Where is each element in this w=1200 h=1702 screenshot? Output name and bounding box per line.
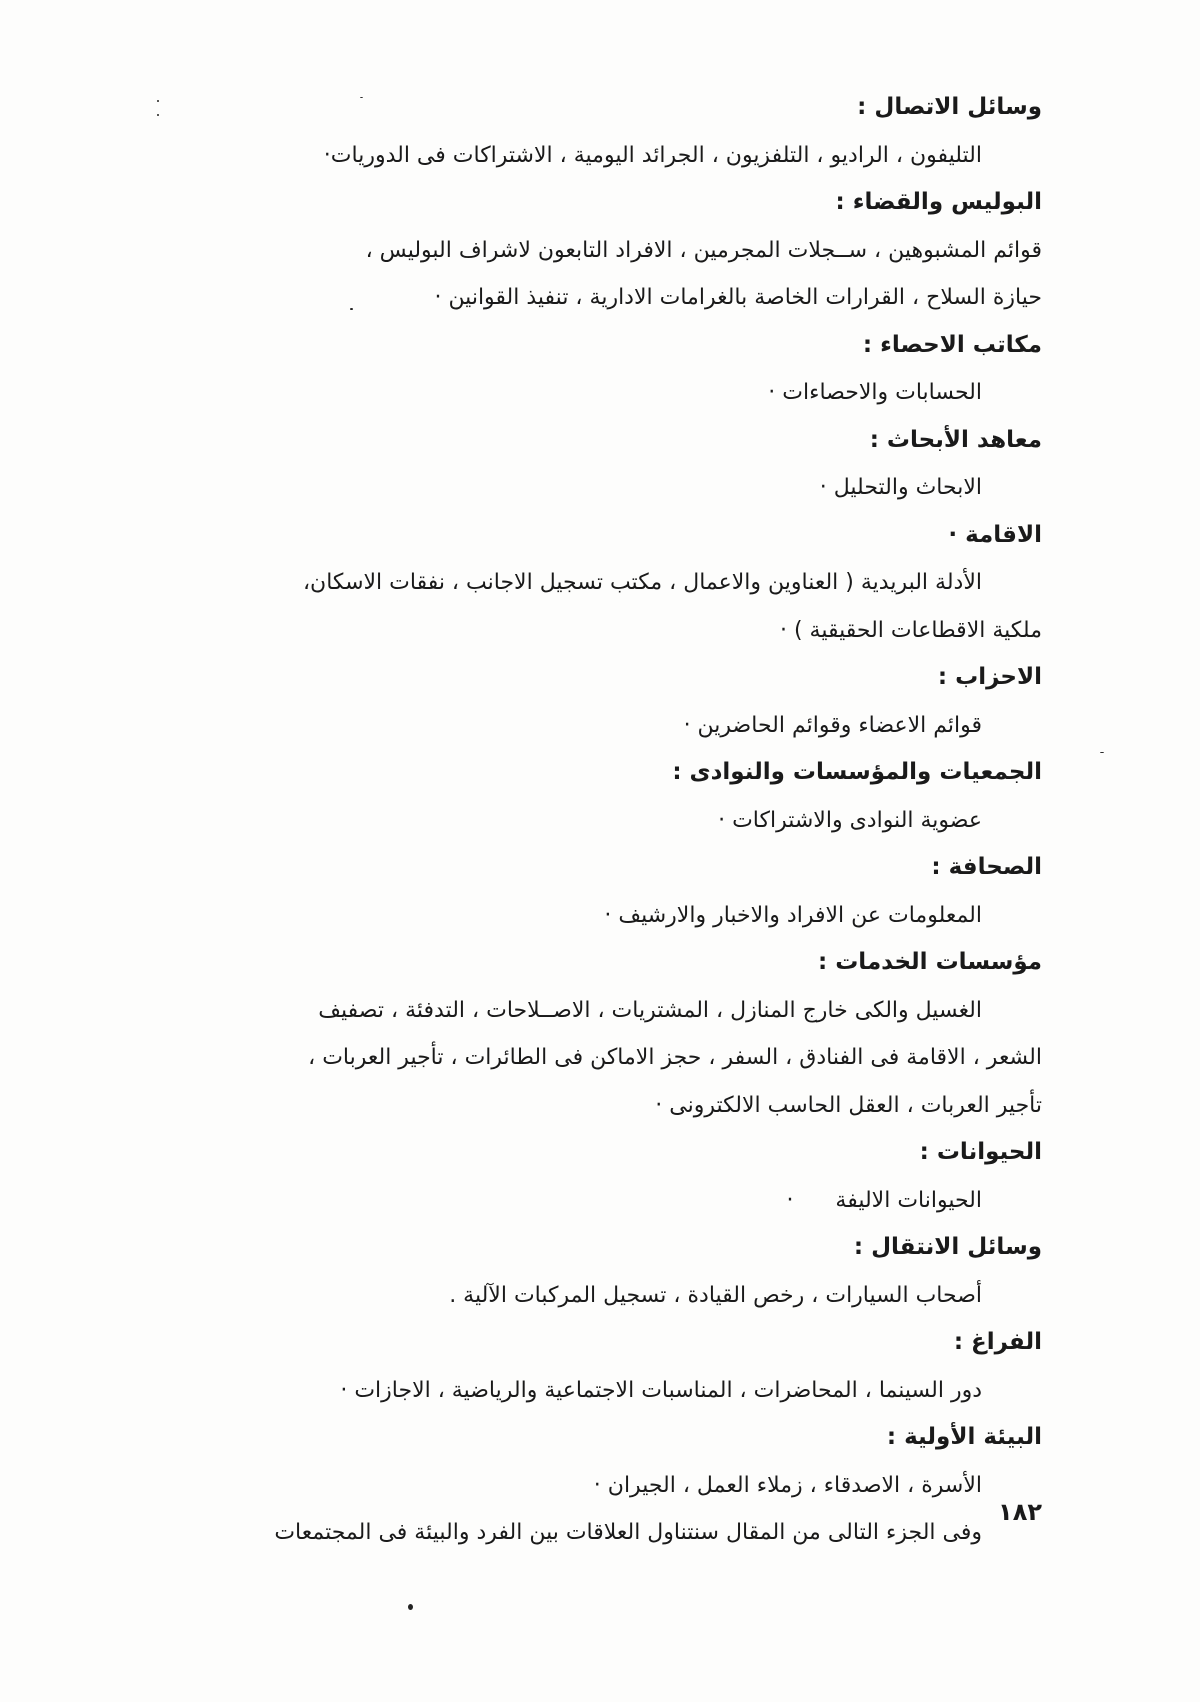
body-line: وفى الجزء التالى من المقال سنتناول العلاقات بين الفرد والبيئة فى المجتمعات bbox=[274, 1520, 982, 1545]
section-heading: الفراغ : bbox=[953, 1329, 1042, 1355]
body-line: تأجير العربات ، العقل الحاسب الالكترونى · bbox=[655, 1092, 1042, 1118]
body-line: أصحاب السيارات ، رخص القيادة ، تسجيل المركبات الآلية . bbox=[449, 1282, 982, 1308]
section-heading: مؤسسات الخدمات : bbox=[817, 949, 1042, 975]
section-heading: الاحزاب : bbox=[937, 664, 1042, 690]
section-heading: الجمعيات والمؤسسات والنوادى : bbox=[672, 759, 1042, 785]
section-heading: البيئة الأولية : bbox=[886, 1424, 1042, 1450]
body-line: دور السينما ، المحاضرات ، المناسبات الاجتماعية والرياضية ، الاجازات · bbox=[340, 1377, 982, 1403]
scan-speck bbox=[350, 308, 353, 310]
body-line: الشعر ، الاقامة فى الفنادق ، السفر ، حجز الاماكن فى الطائرات ، تأجير العربات ، bbox=[308, 1045, 1042, 1070]
section-heading: الصحافة : bbox=[931, 854, 1042, 880]
section-heading: البوليس والقضاء : bbox=[835, 189, 1042, 215]
section-heading: وسائل الاتصال : bbox=[857, 94, 1042, 120]
scan-speck bbox=[157, 100, 159, 102]
page-body bbox=[142, 84, 1042, 1557]
body-line: التليفون ، الراديو ، التلفزيون ، الجرائد اليومية ، الاشتراكات فى الدوريات· bbox=[323, 142, 982, 168]
body-line: الحيوانات الاليفة · bbox=[786, 1187, 982, 1213]
scan-speck bbox=[360, 97, 363, 98]
body-line: قوائم الاعضاء وقوائم الحاضرين · bbox=[683, 712, 982, 738]
body-line: المعلومات عن الافراد والاخبار والارشيف · bbox=[604, 902, 982, 928]
body-line: ملكية الاقطاعات الحقيقية ) · bbox=[779, 617, 1042, 643]
body-line: حيازة السلاح ، القرارات الخاصة بالغرامات الادارية ، تنفيذ القوانين · bbox=[434, 285, 1042, 310]
body-line: الابحاث والتحليل · bbox=[819, 475, 982, 500]
scan-speck bbox=[157, 114, 159, 116]
section-heading: معاهد الأبحاث : bbox=[869, 426, 1042, 453]
body-line: قوائم المشبوهين ، ســجلات المجرمين ، الافراد التابعون لاشراف البوليس ، bbox=[365, 237, 1042, 263]
section-heading: وسائل الانتقال : bbox=[853, 1234, 1042, 1260]
body-line: الأسرة ، الاصدقاء ، زملاء العمل ، الجيران · bbox=[593, 1472, 982, 1498]
scan-speck bbox=[1100, 752, 1104, 753]
section-heading: الحيوانات : bbox=[919, 1139, 1042, 1165]
body-line: الغسيل والكى خارج المنازل ، المشتريات ، الاصــلاحات ، التدفئة ، تصفيف bbox=[318, 997, 982, 1023]
body-line: عضوية النوادى والاشتراكات · bbox=[718, 807, 982, 833]
section-heading: الاقامة · bbox=[948, 521, 1042, 548]
body-line: الأدلة البريدية ( العناوين والاعمال ، مكتب تسجيل الاجانب ، نفقات الاسكان، bbox=[302, 570, 982, 595]
body-line: الحسابات والاحصاءات · bbox=[768, 380, 982, 405]
page-number: ١٨٢ bbox=[998, 1498, 1042, 1526]
section-heading: مكاتب الاحصاء : bbox=[862, 331, 1042, 358]
scan-speck bbox=[408, 1604, 413, 1610]
